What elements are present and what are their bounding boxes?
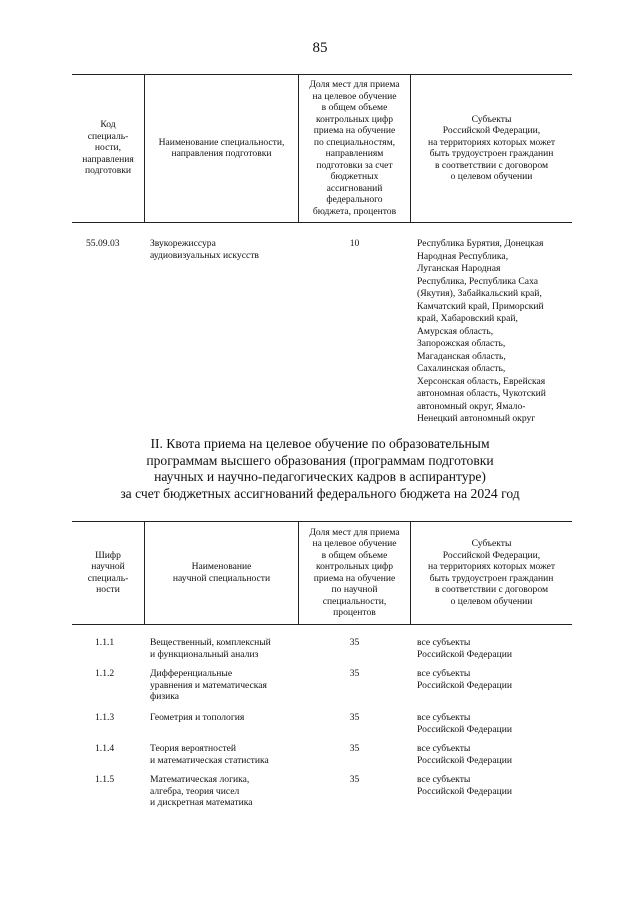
section-title: II. Квота приема на целевое обучение по образовательным программам высшего образования (программам подготовки научных и научно-педагогических кадров в аспирантуре) за счет бюджетных ассигнований федерального бюджета на 2024 год xyxy=(120,436,520,501)
table1-row-name: Звукорежиссура аудиовизуальных искусств xyxy=(150,238,259,261)
table2-row-code: 1.1.3 xyxy=(95,712,115,723)
table2-row-share: 35 xyxy=(349,637,360,648)
table2-header-subjects: Субъекты Российской Федерации, на территориях которых может быть трудоустроен гражданин в соответствии с договором о целевом обучении xyxy=(427,538,556,607)
table2-row-subjects: все субъекты Российской Федерации xyxy=(417,668,512,691)
table2-row-subjects: все субъекты Российской Федерации xyxy=(417,743,512,766)
table2-row-name: Геометрия и топология xyxy=(150,712,245,723)
page-number: 85 xyxy=(312,40,328,56)
table2-header-code: Шифр научной специаль- ности xyxy=(87,549,129,595)
table1-row-share: 10 xyxy=(349,238,360,249)
table1-header-code: Код специаль- ности, направления подготовки xyxy=(82,119,134,177)
table2-row-code: 1.1.2 xyxy=(95,668,115,679)
table2-header-name: Наименование научной специальности xyxy=(172,561,271,584)
table2-row-share: 35 xyxy=(349,668,360,679)
table2-row-name: Математическая логика, алгебра, теория чисел и дискретная математика xyxy=(150,774,253,808)
table1-row-subjects: Республика Бурятия, Донецкая Народная Республика, Луганская Народная Республика, Республика Саха (Якутия), Забайкальский край, Камчатский край, Приморский край, Хабаровский край, Амурская область, Запорожская область, Магаданская область, Сахалинская область, Херсонская область, Еврейская автономная область, Чукотский автономный округ, Ямало- Ненецкий автономный округ xyxy=(417,238,546,424)
table1-header-name: Наименование специальности, направления подготовки xyxy=(158,136,285,159)
table2-row-subjects: все субъекты Российской Федерации xyxy=(417,712,512,735)
table1-row-code: 55.09.03 xyxy=(86,238,120,249)
table1-header-divider xyxy=(72,222,572,223)
table2-row-code: 1.1.1 xyxy=(95,637,115,648)
table2-row-subjects: все субъекты Российской Федерации xyxy=(417,774,512,797)
table2-row-share: 35 xyxy=(349,712,360,723)
table2-row-code: 1.1.5 xyxy=(95,774,115,785)
table2-row-share: 35 xyxy=(349,743,360,754)
table2-row-name: Дифференциальные уравнения и математическая физика xyxy=(150,668,267,702)
table1-header-share: Доля мест для приема на целевое обучение в общем объеме контрольных цифр приема на обучение по специальностям, направлениям подготовки за счет бюджетных ассигнований федерального бюджета, процентов xyxy=(309,79,400,217)
table1-header-subjects: Субъекты Российской Федерации, на территориях которых может быть трудоустроен гражданин в соответствии с договором о целевом обучении xyxy=(427,113,556,182)
table2-row-name: Теория вероятностей и математическая статистика xyxy=(150,743,269,766)
table2-header-divider xyxy=(72,624,572,625)
table2-row-share: 35 xyxy=(349,774,360,785)
table2-row-subjects: все субъекты Российской Федерации xyxy=(417,637,512,660)
table2-row-name: Вещественный, комплексный и функциональный анализ xyxy=(150,637,271,660)
table2-row-code: 1.1.4 xyxy=(95,743,115,754)
table2-header-share: Доля мест для приема на целевое обучение в общем объеме контрольных цифр приема на обучение по научной специальности, процентов xyxy=(309,526,400,618)
